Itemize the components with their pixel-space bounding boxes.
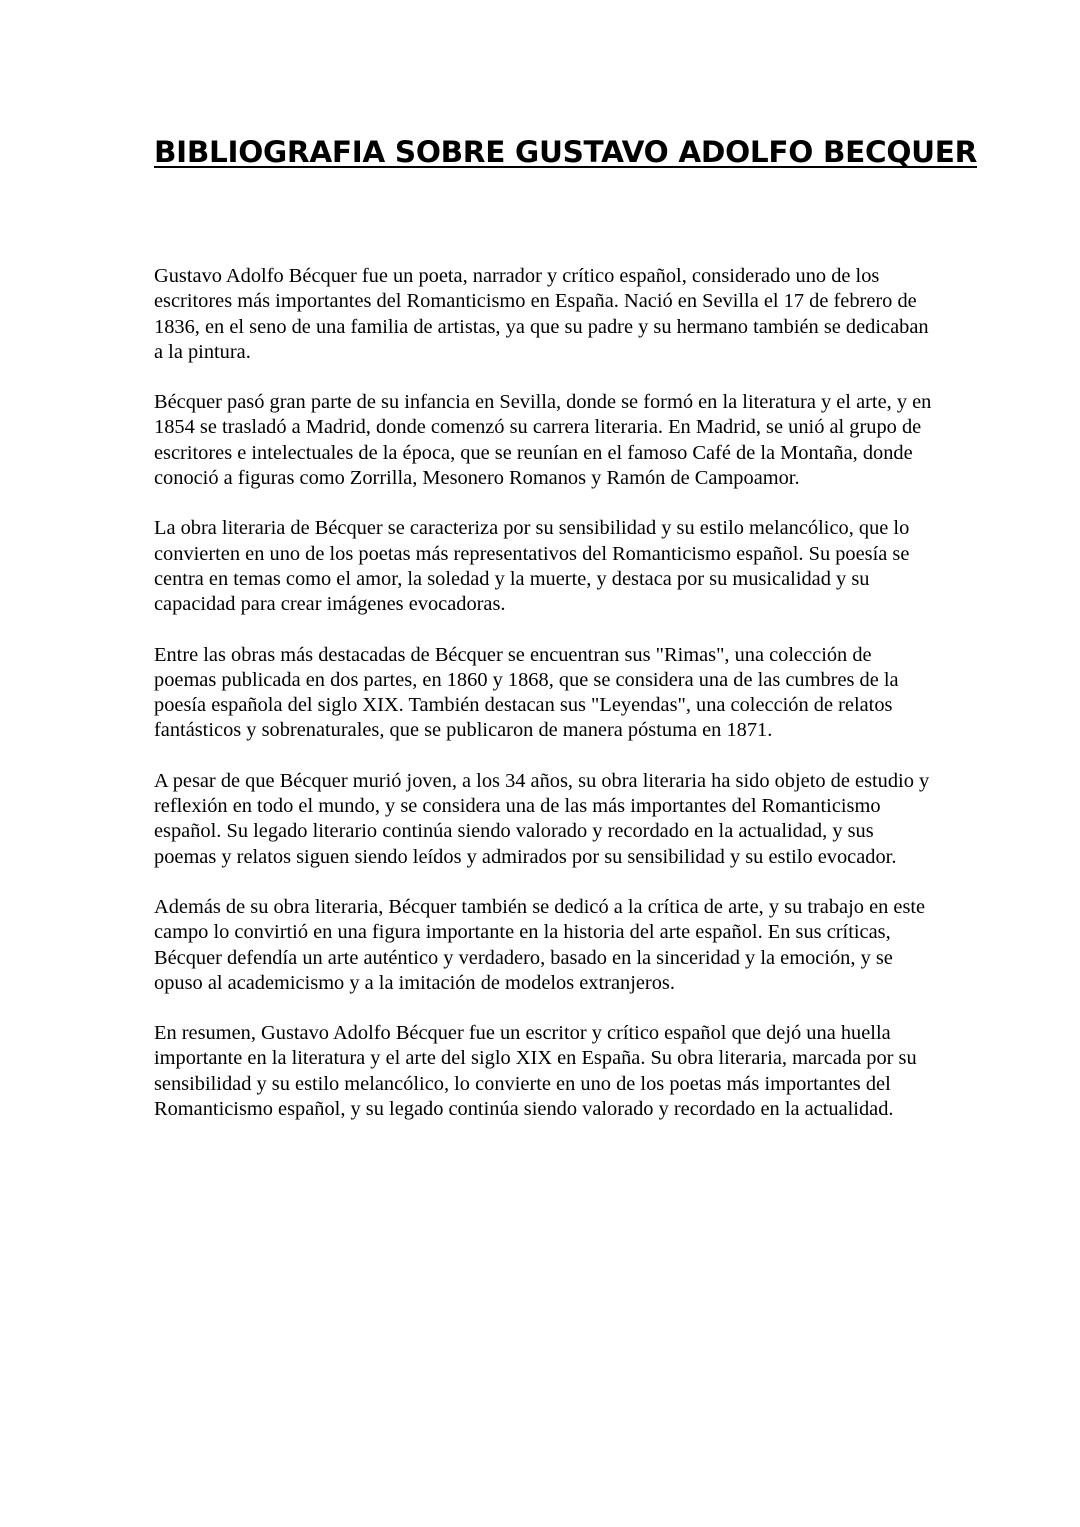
paragraph-major-works: Entre las obras más destacadas de Bécquer se encuentran sus "Rimas", una colección de poemas publicada en dos partes, en 1860 y 1868, que se considera una de las cumbres de la poesía española del siglo XIX. También destacan sus "Leyendas", una colección de relatos fantásticos y sobrenaturales, que se publicaron de manera póstuma en 1871. — [154, 643, 899, 742]
document-body — [154, 264, 934, 1147]
paragraph-literary-style: La obra literaria de Bécquer se caracteriza por su sensibilidad y su estilo melancólico, que lo convierten en uno de los poetas más representativos del Romanticismo español. Su poesía se centra en temas como el amor, la soledad y la muerte, y destaca por su musicalidad y su capacidad para crear imágenes evocadoras. — [154, 517, 910, 616]
paragraph-legacy: A pesar de que Bécquer murió joven, a los 34 años, su obra literaria ha sido objeto de estudio y reflexión en todo el mundo, y se considera una de las más importantes del Romanticismo español. Su legado literario continúa siendo valorado y recordado en la actualidad, y sus poemas y relatos siguen siendo leídos y admirados por su sensibilidad y su estilo evocador. — [154, 769, 930, 868]
paragraph-art-criticism: Además de su obra literaria, Bécquer también se dedicó a la crítica de arte, y su trabajo en este campo lo convirtió en una figura importante en la historia del arte español. En sus críticas, Bécquer defendía un arte auténtico y verdadero, basado en la sinceridad y la emoción, y se opuso al academicismo y a la imitación de modelos extranjeros. — [154, 895, 926, 994]
paragraph-summary: En resumen, Gustavo Adolfo Bécquer fue un escritor y crítico español que dejó una huella importante en la literatura y el arte del siglo XIX en España. Su obra literaria, marcada por su sensibilidad y su estilo melancólico, lo convierte en uno de los poetas más importantes del Romanticismo español, y su legado continúa siendo valorado y recordado en la actualidad. — [154, 1022, 917, 1121]
paragraph-intro: Gustavo Adolfo Bécquer fue un poeta, narrador y crítico español, considerado uno de los escritores más importantes del Romanticismo en España. Nació en Sevilla el 17 de febrero de 1836, en el seno de una familia de artistas, ya que su padre y su hermano también se dedicaban a la pintura. — [154, 265, 929, 363]
paragraph-early-life: Bécquer pasó gran parte de su infancia en Sevilla, donde se formó en la literatura y el arte, y en 1854 se trasladó a Madrid, donde comenzó su carrera literaria. En Madrid, se unió al grupo de escritores e intelectuales de la época, que se reunían en el famoso Café de la Montaña, donde conoció a figuras como Zorrilla, Mesonero Romanos y Ramón de Campoamor. — [154, 391, 932, 490]
page-title: BIBLIOGRAFIA SOBRE GUSTAVO ADOLFO BECQUER — [154, 135, 978, 169]
